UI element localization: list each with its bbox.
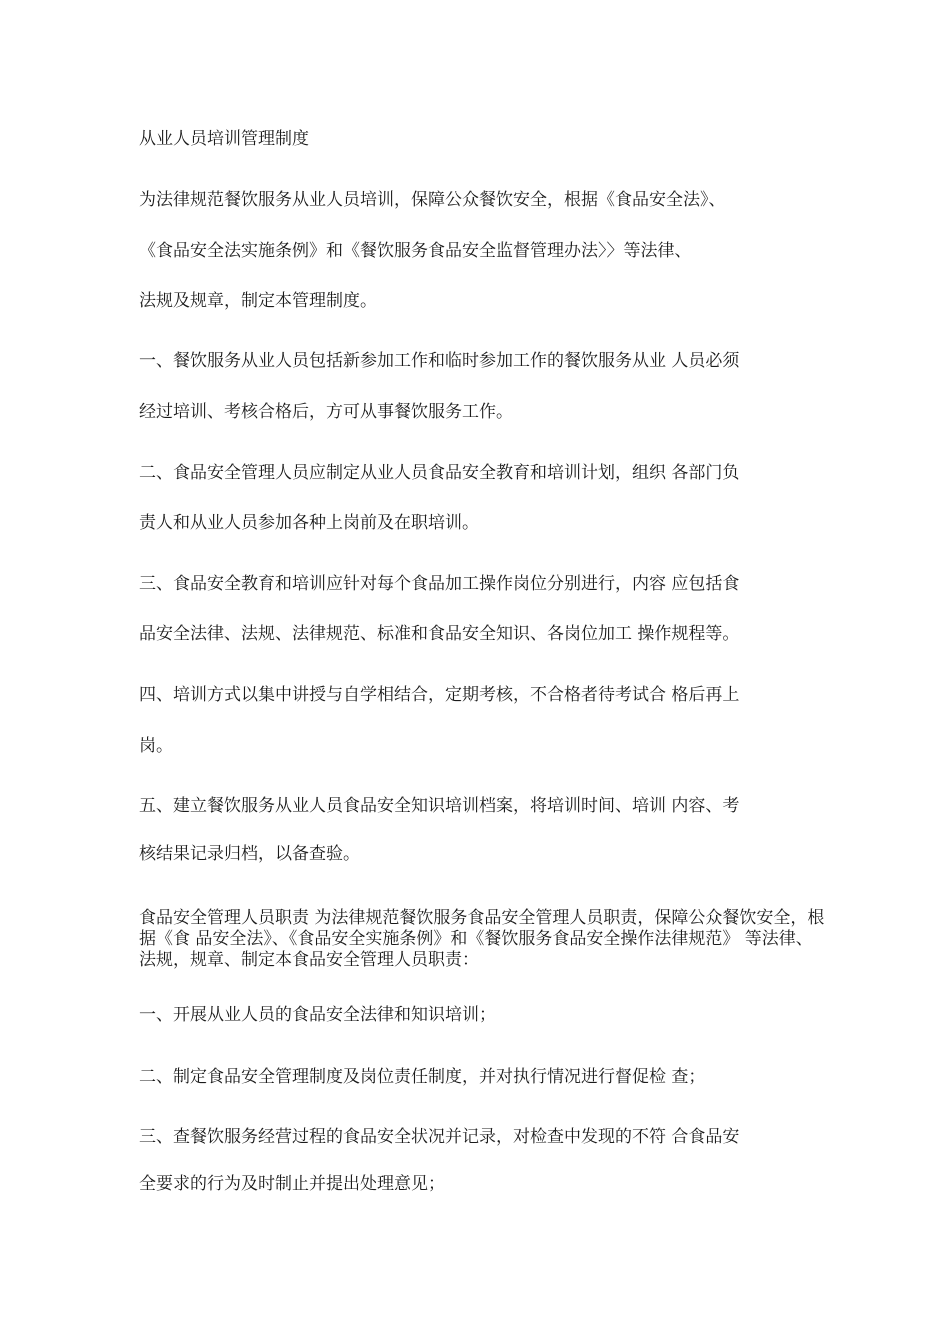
document-title: 从业人员培训管理制度 <box>139 129 309 149</box>
clause-2-line-2: 责人和从业人员参加各种上岗前及在职培训。 <box>139 513 479 533</box>
duty-3-line-2: 全要求的行为及时制止并提出处理意见； <box>139 1174 445 1194</box>
clause-4-line-1: 四、培训方式以集中讲授与自学相结合，定期考核，不合格者待考试合 格后再上 <box>139 685 740 705</box>
duty-1-line-1: 一、开展从业人员的食品安全法律和知识培训； <box>139 1005 496 1025</box>
intro-line-1: 为法律规范餐饮服务从业人员培训，保障公众餐饮安全，根据《食品安全法》、 <box>139 190 726 210</box>
clause-1-line-2: 经过培训、考核合格后，方可从事餐饮服务工作。 <box>139 402 513 422</box>
clause-4-line-2: 岗。 <box>139 736 173 756</box>
duty-2-line-1: 二、制定食品安全管理制度及岗位责任制度，并对执行情况进行督促检 查； <box>139 1067 706 1087</box>
intro-line-3: 法规及规章，制定本管理制度。 <box>139 291 377 311</box>
duties-intro-paragraph: 食品安全管理人员职责 为法律规范餐饮服务食品安全管理人员职责，保障公众餐饮安全，根据《食 品安全法》、《食品安全实施条例》和《餐饮服务食品安全操作法律规范》 等法律、法规，规章、制定本食品安全管理人员职责： <box>139 908 825 970</box>
clause-3-line-1: 三、食品安全教育和培训应针对每个食品加工操作岗位分别进行，内容 应包括食 <box>139 574 740 594</box>
duty-3-line-1: 三、查餐饮服务经营过程的食品安全状况并记录，对检查中发现的不符 合食品安 <box>139 1127 740 1147</box>
clause-5-line-2: 核结果记录归档，以备查验。 <box>139 844 360 864</box>
clause-1-line-1: 一、餐饮服务从业人员包括新参加工作和临时参加工作的餐饮服务从业 人员必须 <box>139 351 740 371</box>
clause-5-line-1: 五、建立餐饮服务从业人员食品安全知识培训档案，将培训时间、培训 内容、考 <box>139 796 740 816</box>
clause-2-line-1: 二、食品安全管理人员应制定从业人员食品安全教育和培训计划，组织 各部门负 <box>139 463 740 483</box>
clause-3-line-2: 品安全法律、法规、法律规范、标准和食品安全知识、各岗位加工 操作规程等。 <box>139 624 740 644</box>
intro-line-2: 《食品安全法实施条例》和《餐饮服务食品安全监督管理办法〉〉等法律、 <box>139 241 692 261</box>
